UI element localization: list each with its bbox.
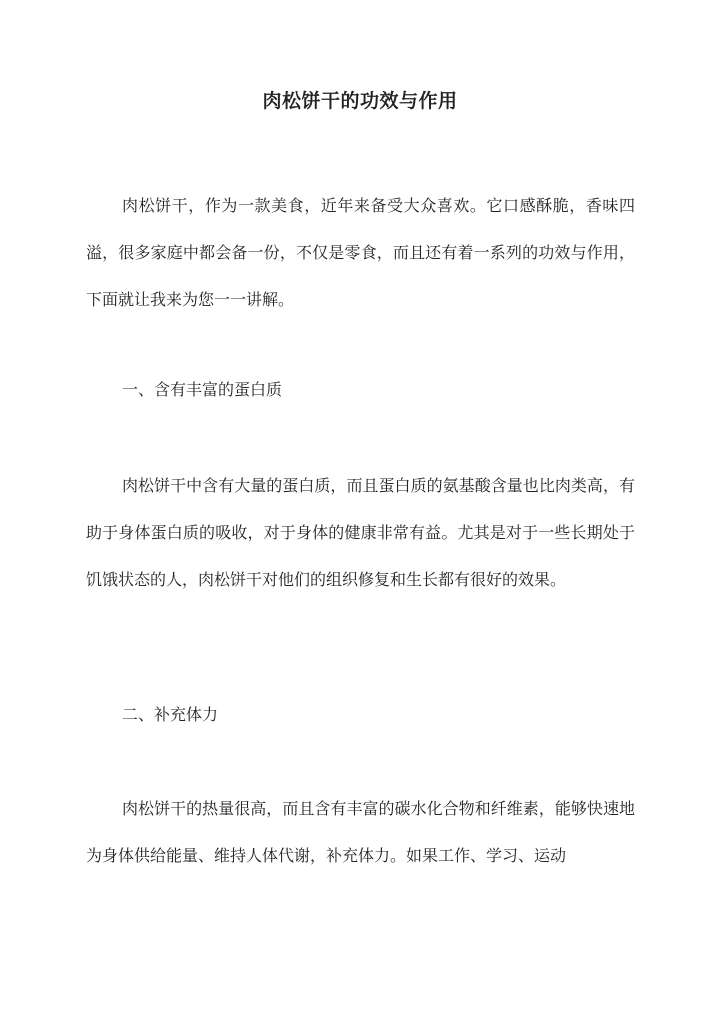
section-body-protein: 肉松饼干中含有大量的蛋白质，而且蛋白质的氨基酸含量也比肉类高，有助于身体蛋白质的吸收，对于身体的健康非常有益。尤其是对于一些长期处于饥饿状态的人，肉松饼干对他们的组织修复和生长都有很好的效果。: [86, 476, 635, 589]
document-title: 肉松饼干的功效与作用: [262, 90, 458, 112]
section-heading-energy: 二、补充体力: [122, 705, 219, 724]
section-body-energy: 肉松饼干的热量很高，而且含有丰富的碳水化合物和纤维素，能够快速地为身体供给能量、维持人体代谢，补充体力。如果工作、学习、运动: [86, 799, 635, 865]
section-heading-protein: 一、含有丰富的蛋白质: [122, 380, 283, 399]
intro-paragraph: 肉松饼干，作为一款美食，近年来备受大众喜欢。它口感酥脆，香味四溢，很多家庭中都会备一份，不仅是零食，而且还有着一系列的功效与作用，下面就让我来为您一一讲解。: [86, 196, 635, 309]
